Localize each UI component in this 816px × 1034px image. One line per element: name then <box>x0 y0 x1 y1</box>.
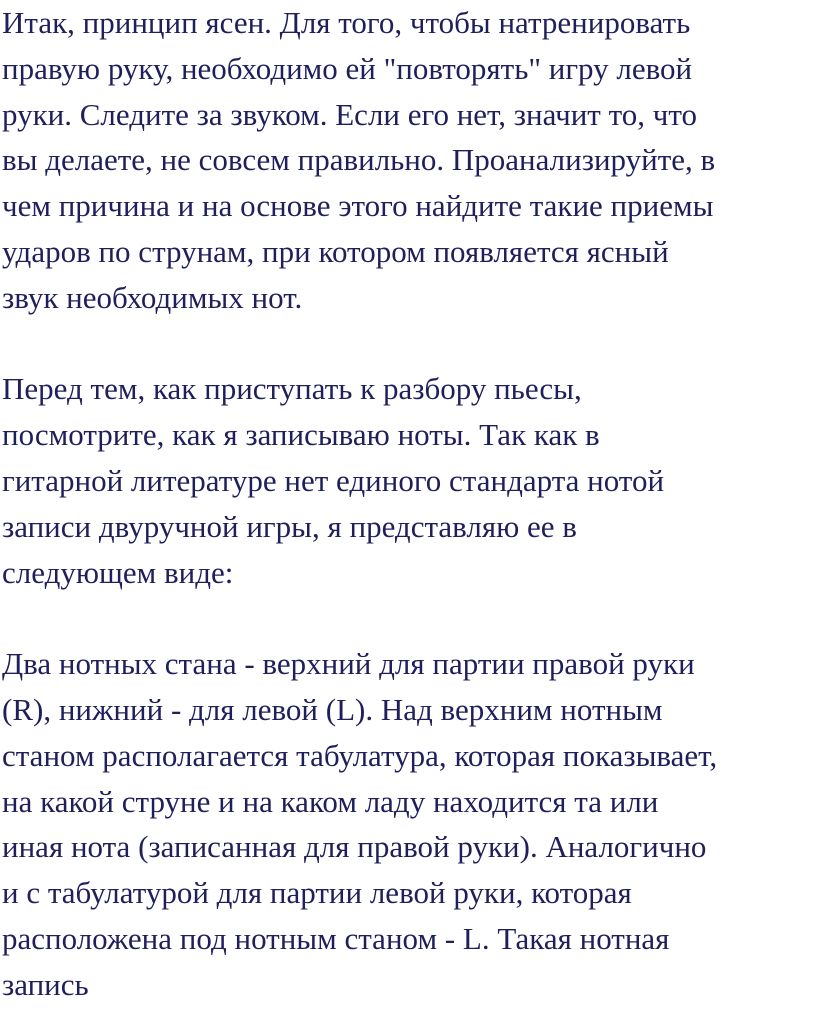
text-line: станом располагается табулатура, которая показывает, <box>2 737 718 773</box>
paragraph-2 <box>2 366 816 595</box>
text-line: иная нота (записанная для правой руки). Аналогично <box>2 829 707 865</box>
text-line: вы делаете, не совсем правильно. Проанализируйте, в <box>2 142 716 178</box>
text-line: Итак, принцип ясен. Для того, чтобы натренировать <box>2 5 691 40</box>
text-line: на какой струне и на каком ладу находится та или <box>2 783 659 819</box>
text-line: звук необходимых нот. <box>2 279 303 315</box>
text-line: гитарной литературе нет единого стандарта нотой <box>2 462 665 498</box>
text-line: и с табулатурой для партии левой руки, которая <box>2 875 632 911</box>
paragraph-gap <box>2 321 816 367</box>
text-line: чем причина и на основе этого найдите такие приемы <box>2 188 714 224</box>
paragraph-1 <box>2 0 816 321</box>
text-line: расположена под нотным станом - L. Такая нотная <box>2 920 670 956</box>
text-line: Два нотных стана - верхний для партии правой руки <box>2 646 695 682</box>
text-line: (R), нижний - для левой (L). Над верхним нотным <box>2 691 663 727</box>
text-line: следующем виде: <box>2 554 234 590</box>
text-line: Перед тем, как приступать к разбору пьесы, <box>2 371 582 407</box>
text-line: руки. Следите за звуком. Если его нет, значит то, что <box>2 96 697 132</box>
paragraph-gap <box>2 595 816 641</box>
text-line: ударов по струнам, при котором появляется ясный <box>2 233 669 269</box>
document-body <box>2 0 816 1008</box>
text-line: запись <box>2 966 89 1002</box>
paragraph-3 <box>2 641 816 1007</box>
text-line: посмотрите, как я записываю ноты. Так как в <box>2 417 600 453</box>
text-line: записи двуручной игры, я представляю ее в <box>2 508 577 544</box>
text-line: правую руку, необходимо ей "повторять" игру левой <box>2 50 693 86</box>
